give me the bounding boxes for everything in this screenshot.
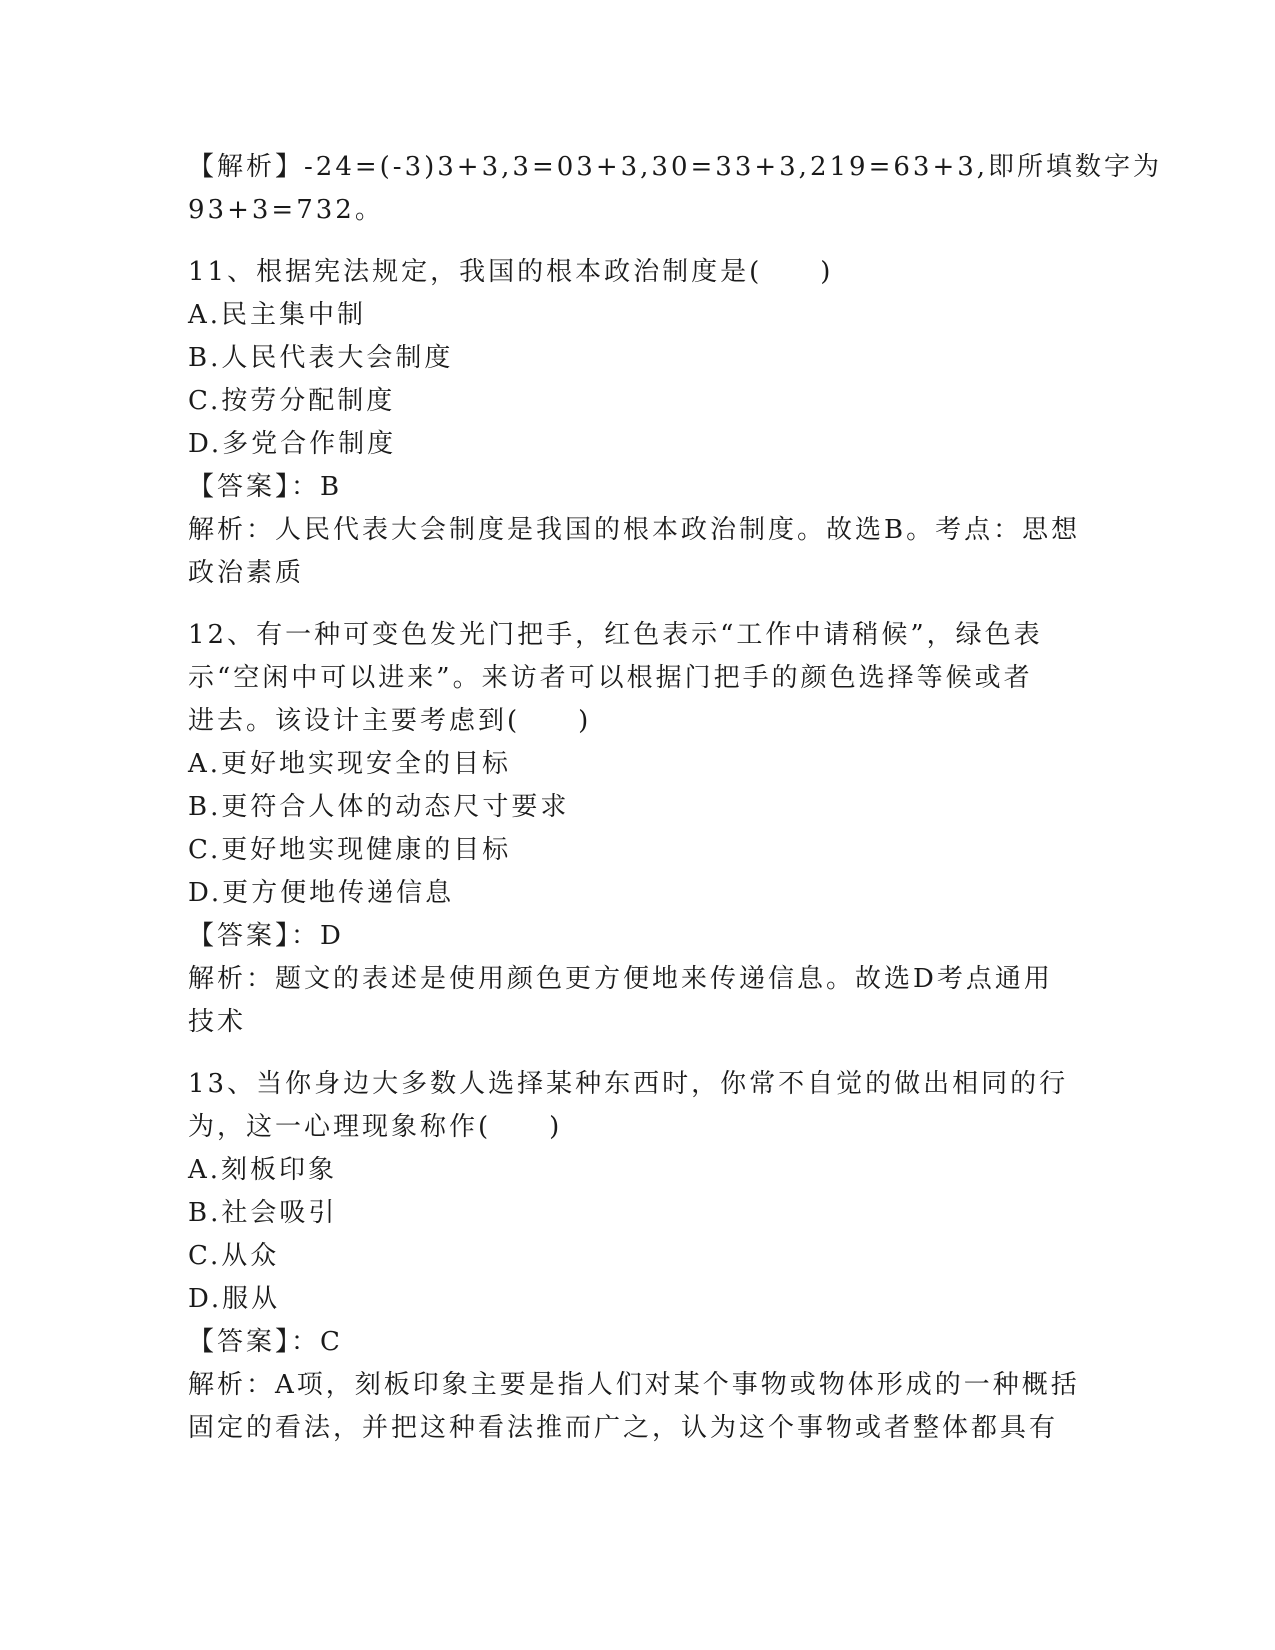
answer: 【答案】：C: [188, 1327, 343, 1357]
question-stem: 为，这一心理现象称作( ): [188, 1112, 563, 1142]
question-stem: 11、根据宪法规定，我国的根本政治制度是( ): [188, 257, 834, 287]
document-page: [188, 146, 1163, 1450]
answer: 【答案】：B: [188, 472, 343, 502]
option-b: B.人民代表大会制度: [188, 343, 454, 373]
question-12: [188, 614, 1088, 1044]
analysis-line: 技术: [188, 1007, 247, 1037]
question-13: [188, 1063, 1088, 1450]
question-stem: 进去。该设计主要考虑到( ): [188, 706, 592, 736]
analysis-line: 政治素质: [188, 558, 305, 588]
option-a: A.刻板印象: [188, 1155, 338, 1185]
option-c: C.更好地实现健康的目标: [188, 835, 512, 865]
option-d: D.多党合作制度: [188, 429, 397, 459]
option-a: A.更好地实现安全的目标: [188, 749, 512, 779]
question-stem: 12、有一种可变色发光门把手，红色表示“工作中请稍候”，绿色表: [188, 620, 1043, 650]
intro-line: 【解析】-24=(-3)3+3,3=03+3,30=33+3,219=63+3,即所填数字为: [188, 152, 1163, 182]
option-c: C.按劳分配制度: [188, 386, 396, 416]
answer: 【答案】：D: [188, 921, 344, 951]
option-c: C.从众: [188, 1241, 280, 1271]
option-d: D.更方便地传递信息: [188, 878, 455, 908]
intro-analysis: [188, 146, 1163, 232]
question-stem: 13、当你身边大多数人选择某种东西时，你常不自觉的做出相同的行: [188, 1069, 1069, 1099]
option-b: B.社会吸引: [188, 1198, 338, 1228]
intro-line: 93+3=732。: [188, 195, 384, 225]
analysis-line: 解析：人民代表大会制度是我国的根本政治制度。故选B。考点：思想: [188, 515, 1081, 545]
option-d: D.服从: [188, 1284, 281, 1314]
question-11: [188, 251, 1088, 595]
question-stem: 示“空闲中可以进来”。来访者可以根据门把手的颜色选择等候或者: [188, 663, 1033, 693]
option-b: B.更符合人体的动态尺寸要求: [188, 792, 570, 822]
analysis-line: 解析：题文的表述是使用颜色更方便地来传递信息。故选D考点通用: [188, 964, 1053, 994]
analysis-line: 解析：A项，刻板印象主要是指人们对某个事物或物体形成的一种概括: [188, 1370, 1080, 1400]
option-a: A.民主集中制: [188, 300, 367, 330]
analysis-line: 固定的看法，并把这种看法推而广之，认为这个事物或者整体都具有: [188, 1413, 1059, 1443]
